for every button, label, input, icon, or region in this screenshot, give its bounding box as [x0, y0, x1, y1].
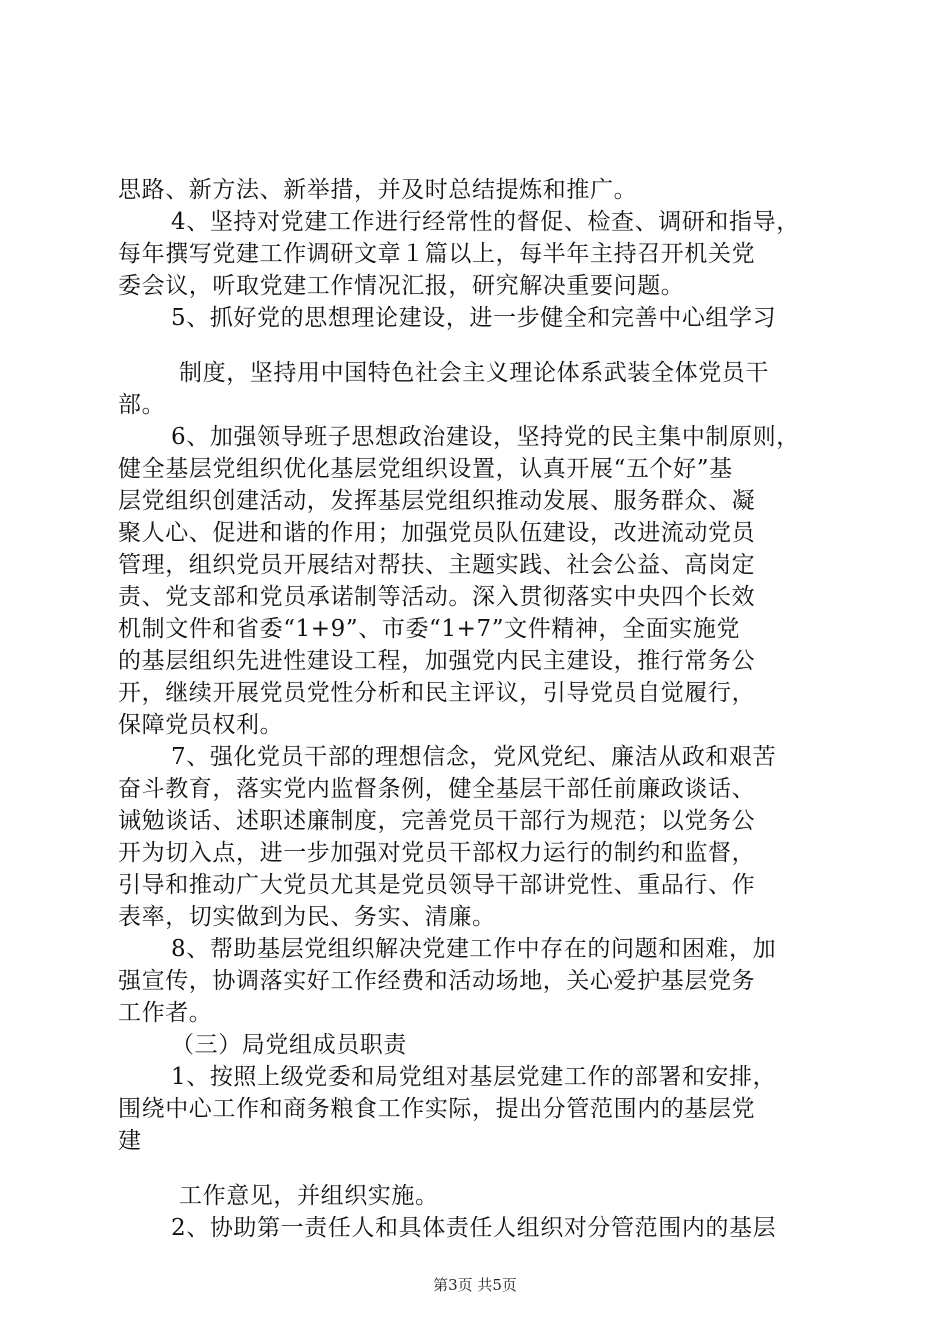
text-line: 引导和推动广大党员尤其是党员领导干部讲党性、重品行、作	[118, 872, 756, 898]
text-line: 层党组织创建活动，发挥基层党组织推动发展、服务群众、凝	[118, 488, 756, 514]
text-line: 开，继续开展党员党性分析和民主评议，引导党员自觉履行，	[118, 680, 756, 706]
text-line: 5、抓好党的思想理论建设，进一步健全和完善中心组学习	[171, 305, 777, 331]
text-line: 开为切入点，进一步加强对党员干部权力运行的制约和监督，	[118, 840, 756, 866]
text-line: 7、强化党员干部的理想信念，党风党纪、廉洁从政和艰苦	[171, 744, 777, 770]
text-line: 健全基层党组织优化基层党组织设置，认真开展“五个好”基	[118, 456, 733, 482]
text-line: 工作意见，并组织实施。	[179, 1183, 439, 1209]
text-line: 8、帮助基层党组织解决党建工作中存在的问题和困难，加	[171, 936, 777, 962]
text-line: 保障党员权利。	[118, 712, 284, 738]
text-line: 聚人心、促进和谐的作用；加强党员队伍建设，改进流动党员	[118, 520, 756, 546]
text-line: 表率，切实做到为民、务实、清廉。	[118, 904, 496, 930]
text-line: 4、坚持对党建工作进行经常性的督促、检查、调研和指导，	[171, 209, 800, 235]
text-line: 责、党支部和党员承诺制等活动。深入贯彻落实中央四个长效	[118, 584, 756, 610]
text-line: 制度，坚持用中国特色社会主义理论体系武装全体党员干	[179, 360, 769, 386]
text-line: 6、加强领导班子思想政治建设，坚持党的民主集中制原则，	[171, 424, 800, 450]
text-line: 工作者。	[118, 1000, 213, 1026]
text-line: 委会议，听取党建工作情况汇报，研究解决重要问题。	[118, 273, 685, 299]
text-line: 1、按照上级党委和局党组对基层党建工作的部署和安排，	[171, 1064, 777, 1090]
text-line: 的基层组织先进性建设工程，加强党内民主建设，推行常务公	[118, 648, 756, 674]
page-footer: 第3页 共5页	[433, 1276, 517, 1294]
section-heading: （三）局党组成员职责	[171, 1032, 407, 1058]
text-line: 部。	[118, 392, 166, 418]
text-line: 奋斗教育，落实党内监督条例，健全基层干部任前廉政谈话、	[118, 776, 756, 802]
text-line: 诫勉谈话、述职述廉制度，完善党员干部行为规范；以党务公	[118, 808, 756, 834]
text-line: 建	[118, 1128, 142, 1154]
text-line: 思路、新方法、新举措，并及时总结提炼和推广。	[118, 177, 638, 203]
text-line: 管理，组织党员开展结对帮扶、主题实践、社会公益、高岗定	[118, 552, 756, 578]
text-line: 围绕中心工作和商务粮食工作实际，提出分管范围内的基层党	[118, 1096, 756, 1122]
text-line: 2、协助第一责任人和具体责任人组织对分管范围内的基层	[171, 1215, 777, 1241]
text-line: 机制文件和省委“1+9”、市委“1+7”文件精神，全面实施党	[118, 616, 741, 642]
text-line: 每年撰写党建工作调研文章１篇以上，每半年主持召开机关党	[118, 241, 756, 267]
text-line: 强宣传，协调落实好工作经费和活动场地，关心爱护基层党务	[118, 968, 756, 994]
